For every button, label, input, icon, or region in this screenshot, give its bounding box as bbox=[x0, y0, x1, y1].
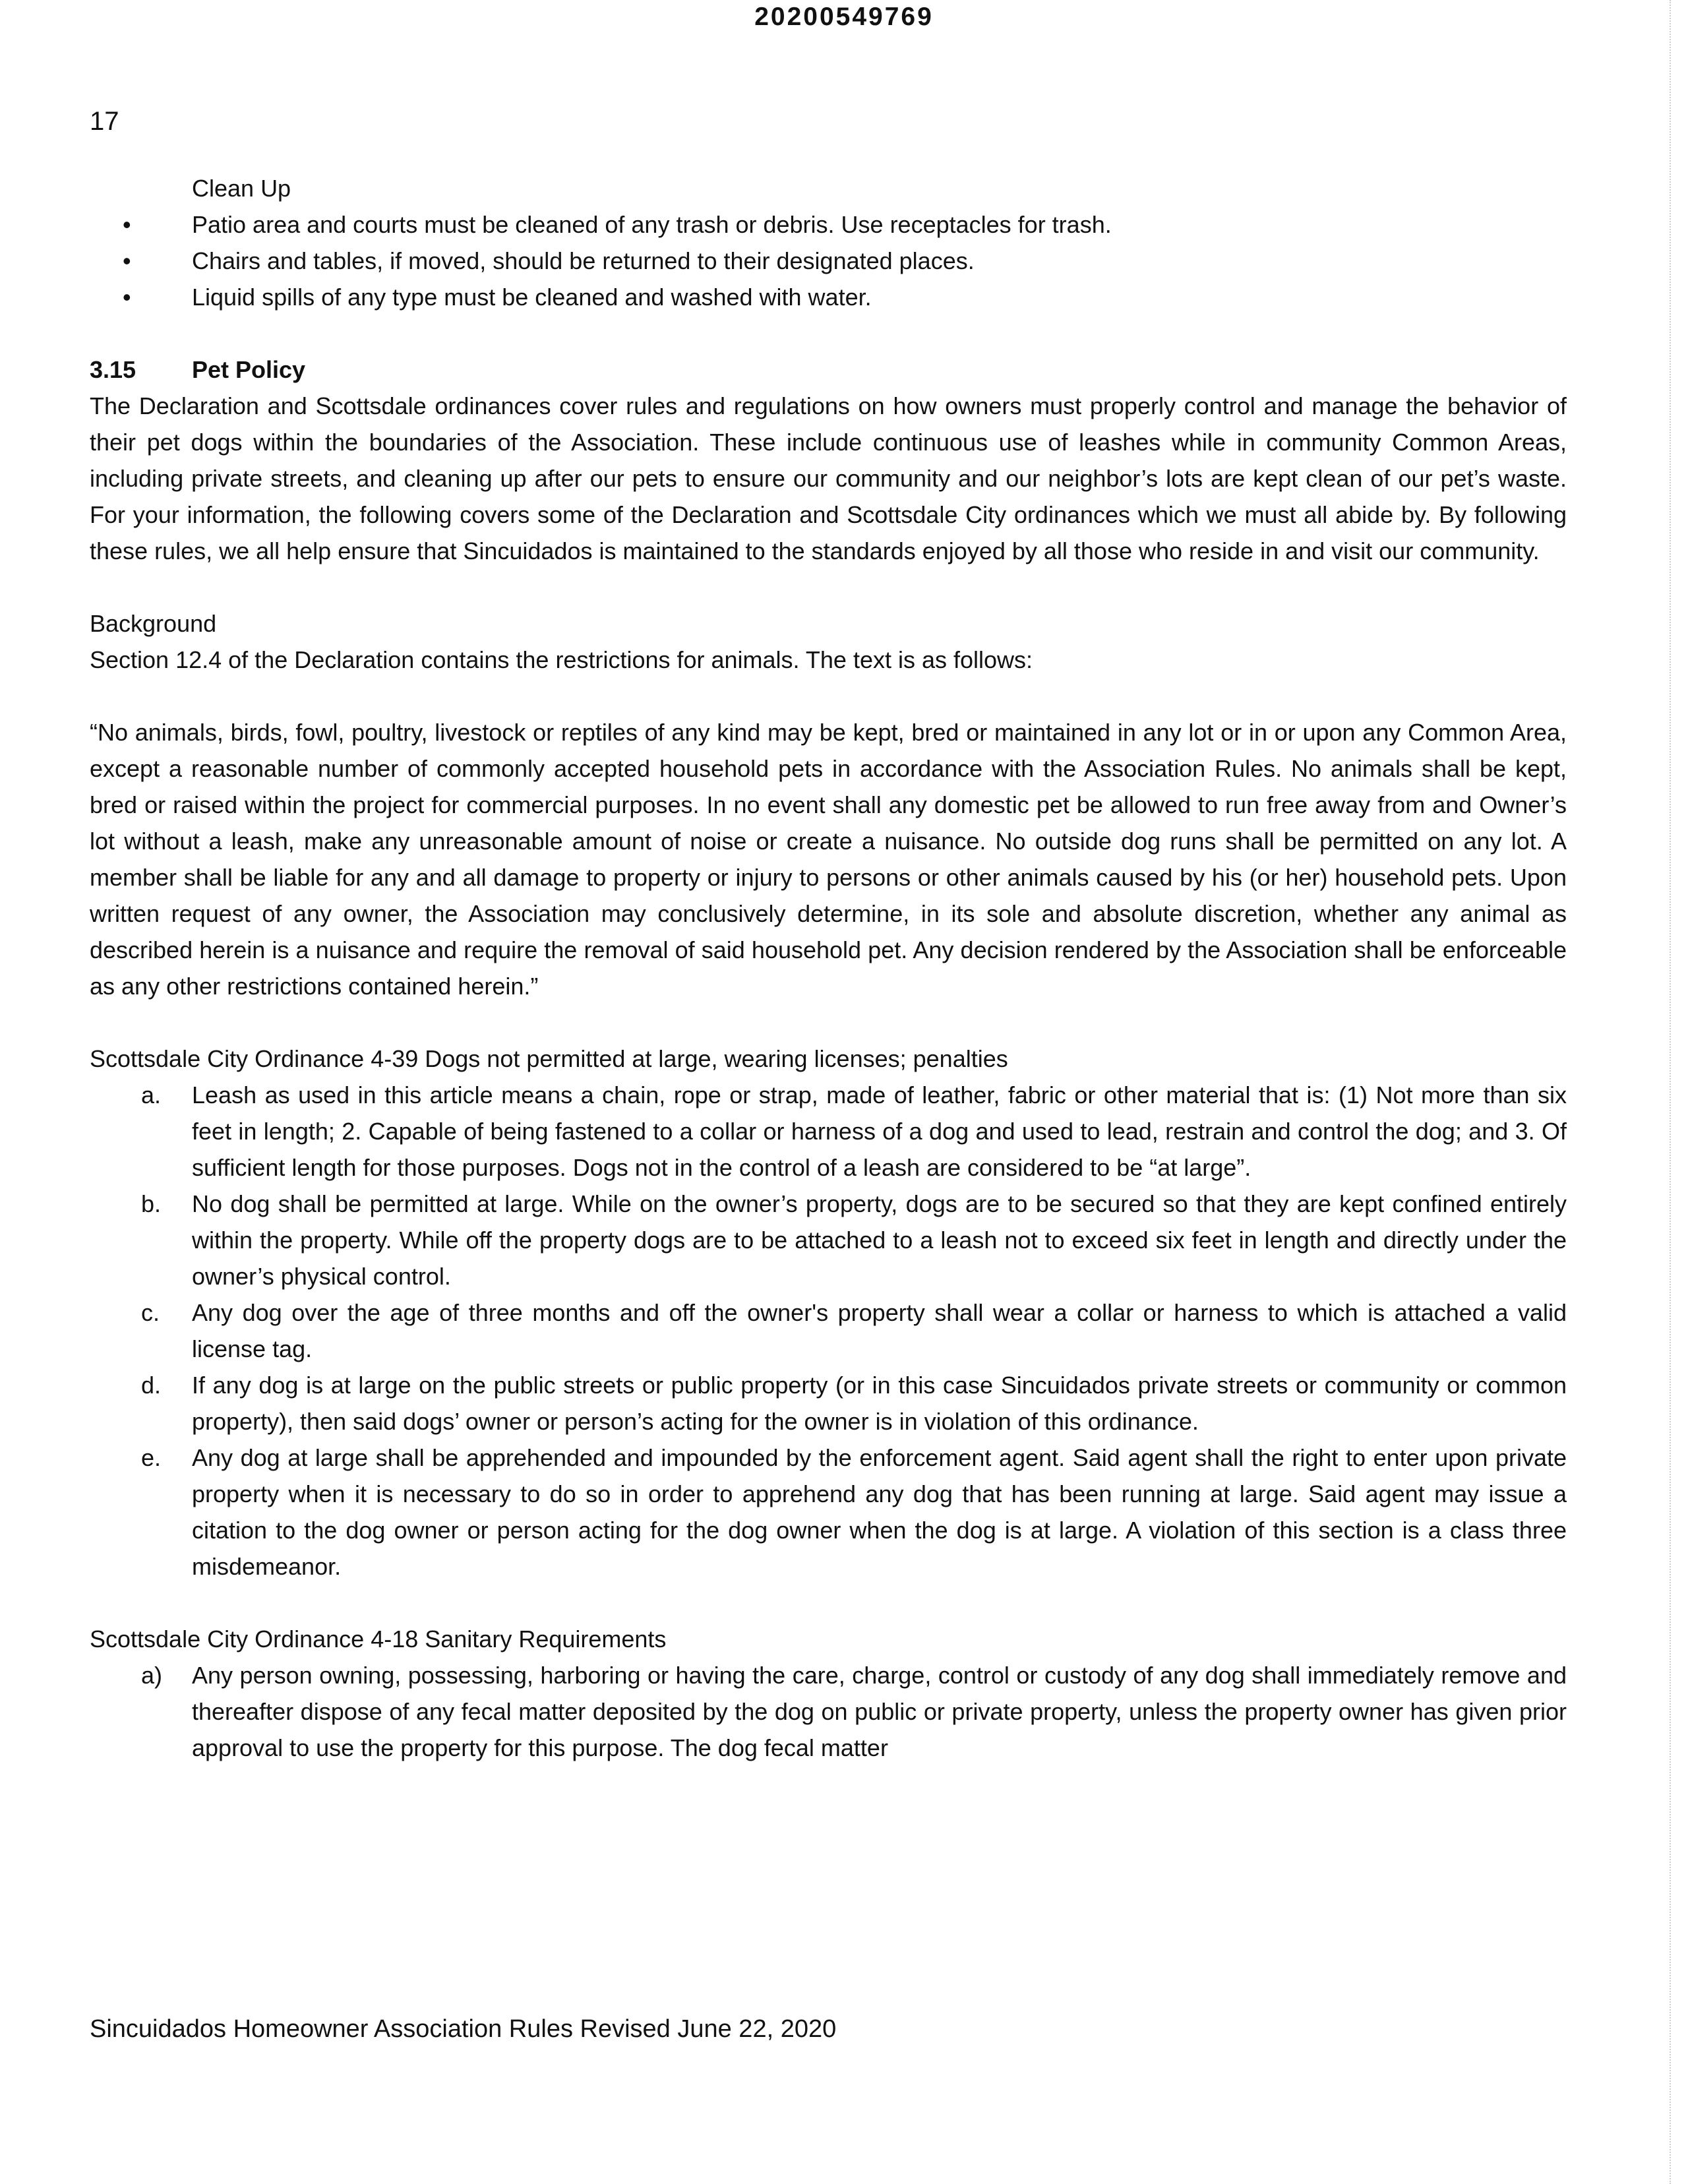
document-body bbox=[90, 170, 1567, 1766]
list-marker: c. bbox=[141, 1299, 160, 1326]
list-item-text: No dog shall be permitted at large. While on the owner’s property, dogs are to be secured so that they are kept confined entirely within the property. While off the property dogs are to be attached to a leash not to exceed six feet in length and directly under the owner’s physical control. bbox=[192, 1190, 1567, 1290]
list-marker: b. bbox=[141, 1190, 162, 1217]
scan-edge-divider bbox=[1670, 0, 1671, 2184]
clean-up-heading: Clean Up bbox=[192, 175, 291, 202]
background-heading: Background bbox=[90, 610, 217, 637]
background-lead: Section 12.4 of the Declaration contains the restrictions for animals. The text is as follows: bbox=[90, 646, 1033, 673]
list-item-text: Patio area and courts must be cleaned of any trash or debris. Use receptacles for trash. bbox=[192, 211, 1112, 238]
list-item bbox=[90, 243, 1567, 279]
list-item bbox=[90, 279, 1567, 315]
clean-up-list bbox=[90, 206, 1567, 315]
section-heading bbox=[90, 351, 1567, 388]
section-number: 3.15 bbox=[90, 356, 136, 383]
bullet-icon: • bbox=[123, 211, 131, 238]
list-item bbox=[90, 1440, 1567, 1585]
list-item-text: If any dog is at large on the public streets or public property (or in this case Sincuidados private streets or community or common property), then said dogs’ owner or person’s acting for the owner is in violation of this ordinance. bbox=[192, 1372, 1567, 1435]
document-number: 20200549769 bbox=[754, 3, 934, 31]
list-item bbox=[90, 1186, 1567, 1294]
ordinance-4-39-heading: Scottsdale City Ordinance 4-39 Dogs not permitted at large, wearing licenses; penalties bbox=[90, 1045, 1008, 1072]
list-item bbox=[90, 1294, 1567, 1367]
list-marker: d. bbox=[141, 1372, 162, 1399]
list-item-text: Any person owning, possessing, harboring or having the care, charge, control or custody of any dog shall immediately remove and thereafter dispose of any fecal matter deposited by the dog on public or private property, unless the property owner has given prior approval to use the property for this purpose. The dog fecal matter bbox=[192, 1662, 1567, 1761]
list-item bbox=[90, 206, 1567, 243]
list-item bbox=[90, 1657, 1567, 1766]
page-number: 17 bbox=[90, 107, 119, 136]
list-item-text: Any dog at large shall be apprehended and impounded by the enforcement agent. Said agent shall the right to enter upon private property when it is necessary to do so in order to apprehend any dog that has been running at large. Said agent may issue a citation to the dog owner or person acting for the dog owner when the dog is at large. A violation of this section is a class three misdemeanor. bbox=[192, 1444, 1567, 1580]
page-footer: Sincuidados Homeowner Association Rules Revised June 22, 2020 bbox=[90, 2015, 837, 2043]
bullet-icon: • bbox=[123, 284, 131, 311]
list-item-text: Liquid spills of any type must be cleaned and washed with water. bbox=[192, 284, 872, 311]
section-title: Pet Policy bbox=[192, 356, 306, 383]
ordinance-4-18-list bbox=[90, 1657, 1567, 1766]
list-item-text: Any dog over the age of three months and off the owner's property shall wear a collar or harness to which is attached a valid license tag. bbox=[192, 1299, 1567, 1362]
bullet-icon: • bbox=[123, 247, 131, 274]
list-marker: a) bbox=[141, 1662, 163, 1689]
list-item bbox=[90, 1077, 1567, 1186]
list-marker: a. bbox=[141, 1081, 162, 1108]
section-intro: The Declaration and Scottsdale ordinances cover rules and regulations on how owners must properly control and manage the behavior of their pet dogs within the boundaries of the Association. These include continuous use of leashes while in community Common Areas, including private streets, and cleaning up after our pets to ensure our community and our neighbor’s lots are kept clean of our pet’s waste. For your information, the following covers some of the Declaration and Scottsdale City ordinances which we must all abide by. By following these rules, we all help ensure that Sincuidados is maintained to the standards enjoyed by all those who reside in and visit our community. bbox=[90, 392, 1567, 564]
list-item bbox=[90, 1367, 1567, 1440]
list-item-text: Chairs and tables, if moved, should be returned to their designated places. bbox=[192, 247, 975, 274]
declaration-quote: “No animals, birds, fowl, poultry, livestock or reptiles of any kind may be kept, bred or maintained in any lot or in or upon any Common Area, except a reasonable number of commonly accepted household pets in accordance with the Association Rules. No animals shall be kept, bred or raised within the project for commercial purposes. In no event shall any domestic pet be allowed to run free away from and Owner’s lot without a leash, make any unreasonable amount of noise or create a nuisance. No outside dog runs shall be permitted on any lot. A member shall be liable for any and all damage to property or injury to persons or other animals caused by his (or her) household pets. Upon written request of any owner, the Association may conclusively determine, in its sole and absolute discretion, whether any animal as described herein is a nuisance and require the removal of said household pet. Any decision rendered by the Association shall be enforceable as any other restrictions contained herein.” bbox=[90, 719, 1567, 1000]
list-item-text: Leash as used in this article means a chain, rope or strap, made of leather, fabric or other material that is: (1) Not more than six feet in length; 2. Capable of being fastened to a collar or harness of a dog and used to lead, restrain and control the dog; and 3. Of sufficient length for those purposes. Dogs not in the control of a leash are considered to be “at large”. bbox=[192, 1081, 1567, 1181]
ordinance-4-18-heading: Scottsdale City Ordinance 4-18 Sanitary Requirements bbox=[90, 1625, 667, 1653]
list-marker: e. bbox=[141, 1444, 162, 1471]
ordinance-4-39-list bbox=[90, 1077, 1567, 1585]
